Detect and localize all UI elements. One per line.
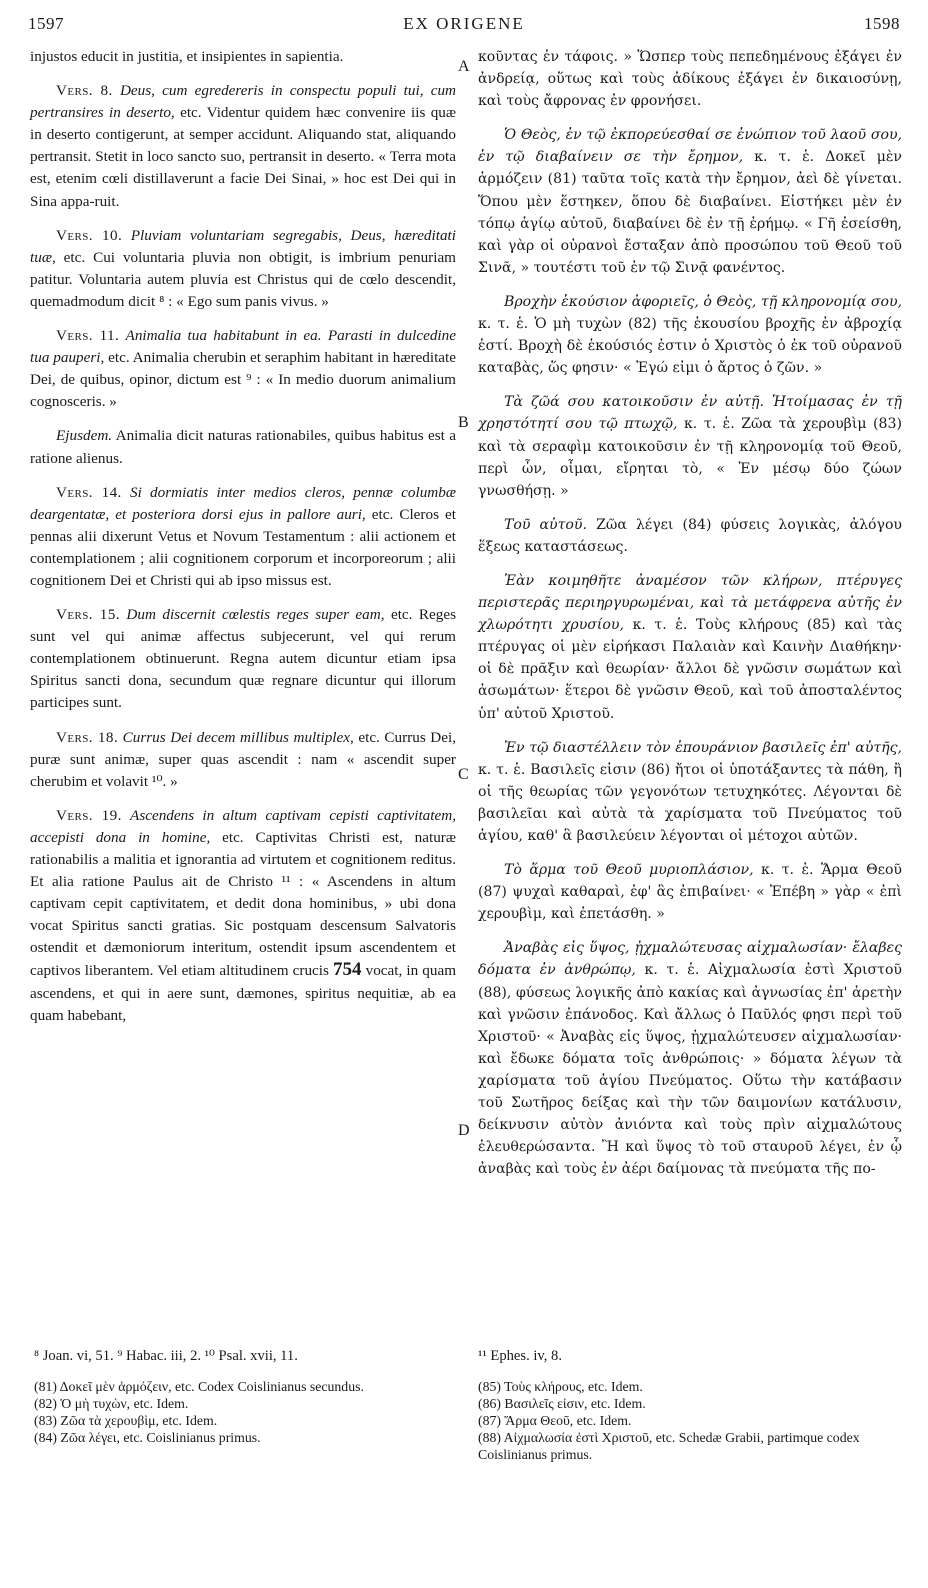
footnote-87: (87) Ἅρμα Θεοῦ, etc. Idem. (478, 1413, 632, 1428)
verse-lemma: Si dormiatis inter medios cleros, pennæ columbæ deargentatæ, et posteriora dorsi ejus in pallore auri, (30, 483, 456, 523)
column-number: 754 (333, 959, 362, 981)
paragraph-opening-greek: κοῦντας ἐν τάφοις. » Ὥσπερ τοὺς πεπεδημένους ἐξάγει ἐν ἀνδρείᾳ, οὕτως καὶ τοὺς ἀδίκους ἐξάγει ἐν δικαιοσύνῃ, καὶ τοὺς ἄφρονας ἐν φρονήσει. (478, 49, 902, 110)
greek-commentary: κ. τ. ἑ. Βασιλεῖς εἰσιν (86) ἤτοι οἱ ὑποτάξαντες τὰ πάθη, ἢ οἱ τῆς θεωρίας τῶν γεγονότων τετυχηκότες. Λέγονται δὲ βασιλεῖαι καὶ αὐτὰ τὰ χαρίσματα τοῦ Πνεύματος τοῦ ἁγίου, καθ' ἃ βασιλεύειν λέγονται οἱ μέτοχοι αὐτῶν. (478, 761, 902, 844)
verse-lemma: Animalia tua habitabunt in ea. Parasti in dulcedine tua pauperi, (30, 327, 456, 367)
verse-lemma: Deus, cum egredereris in conspectu populi tui, cum pertransires in deserto, (30, 82, 457, 122)
section-commentary: Animalia dicit naturas rationabiles, quibus habitus est a ratione alienus. (30, 427, 456, 467)
footnote-83: (83) Ζῶα τὰ χερουβὶμ, etc. Idem. (34, 1413, 218, 1428)
verse-label: Vers. 14. (56, 483, 122, 501)
verse-label: Vers. 18. (56, 728, 119, 746)
greek-commentary: Ζῶα λέγει (84) φύσεις λογικὰς, ἀλόγου ἕξεως καταστάσεως. (478, 516, 902, 555)
paragraph-greek-3 (478, 391, 902, 501)
critical-apparatus-right (478, 1378, 902, 1463)
margin-letter-a: A (458, 58, 470, 75)
verse-lemma: Pluviam voluntariam segregabis, Deus, hæreditati tuæ, (30, 226, 456, 266)
verse-commentary: etc. Videntur quidem hæc convenire iis quæ in deserto contigerunt, at semper accidunt. Aliquando stat, aliquando pertransit. Stetit in loco sancto suo, pertransit in deserto. « Terra mota est, etenim cœli distillaverunt a facie Dei Sinai, » hoc est Dei qui in Sina appa-ruit. (30, 104, 457, 210)
greek-lemma: Ἐν τῷ διαστέλλειν τὸν ἐπουράνιον βασιλεῖς ἐπ' αὐτῆς, (504, 739, 902, 756)
greek-commentary: κ. τ. ἑ. Αἰχμαλωσία ἐστὶ Χριστοῦ (88), φύσεως λογικῆς ἀπὸ κακίας καὶ ἀγνωσίας ἐπ' ἀρετὴν καὶ γνῶσιν ἐπάνοδος. Καὶ ἄλλως ὁ Παῦλός φησι περὶ τοῦ Χριστοῦ· « Ἀναβὰς εἰς ὕψος, ᾐχμαλώτευσεν αἰχμαλωσίαν· καὶ ἔδωκε δόματα τοῖς ἀνθρώποις· » δόματα λέγων τὰ χαρίσματα τοῦ ἁγίου Πνεύματος. Οὕτω τὴν κατάβασιν τοῦ Σωτῆρος δείξας καὶ τὴν τῶν δαιμονίων κατάλυσιν, δείκνυσιν αὐτὸν ἀνιόντα καὶ τοὺς πρὶν αἰχμαλώτους ἐλευθερώσαντα. Ἢ καὶ ὕψος τὸ τοῦ σταυροῦ λέγει, ἐν ᾧ ἀναβὰς καὶ τοὺς ἐν ἀέρι δαίμονας τὰ πνεύματα τῆς πο- (478, 962, 903, 1178)
paragraph-greek-4 (478, 514, 902, 558)
footnote-85: (85) Τοὺς κλήρους, etc. Idem. (478, 1379, 643, 1394)
footnotes-right (478, 1346, 902, 1463)
verse-commentary-cont: vocat, in quam ascendens, et qui in aere sunt, dæmones, spiritus nequitiæ, ab ea quam habebant, (30, 962, 457, 1024)
critical-apparatus-left (34, 1378, 454, 1446)
paragraph-vers-18 (30, 727, 456, 793)
footnote-81: (81) Δοκεῖ μὲν ἁρμόζειν, etc. Codex Coislinianus secundus. (34, 1379, 364, 1394)
paragraph-greek-8 (478, 937, 902, 1180)
page-number-left: 1597 (28, 14, 64, 33)
verse-lemma: Ascendens in altum captivam cepisti captivitatem, accepisti dona in homine, (30, 806, 456, 846)
verse-commentary: etc. Cui voluntaria pluvia non obtigit, is imbrium penuriam patitur. Voluntaria autem pluvia est Christus qui de cœlo descendit, quemadmodum dicit ⁸ : « Ego sum panis vivus. » (30, 248, 456, 310)
greek-lemma: Βροχὴν ἑκούσιον ἀφοριεῖς, ὁ Θεὸς, τῇ κληρονομίᾳ σου, (504, 293, 902, 310)
verse-label: Vers. 10. (56, 226, 123, 244)
verse-commentary: etc. Currus Dei, puræ sunt animæ, super quas ascendit : nam « ascendit super cherubim et volavit ¹⁰. » (30, 728, 457, 790)
paragraph-greek-5 (478, 570, 902, 725)
margin-letter-b: B (458, 414, 469, 431)
paragraph-vers-8 (30, 80, 456, 213)
paragraph-vers-14 (30, 482, 456, 592)
verse-label: Vers. 11. (56, 327, 120, 345)
footnote-88: (88) Αἰχμαλωσία ἐστὶ Χριστοῦ, etc. Schedæ Grabii, partimque codex Coislinianus primus. (478, 1430, 860, 1462)
verse-label: Vers. 8. (56, 82, 113, 100)
running-title: EX ORIGENE (403, 14, 525, 33)
greek-lemma: Ὁ Θεὸς, ἐν τῷ ἐκπορεύεσθαί σε ἐνώπιον τοῦ λαοῦ σου, ἐν τῷ διαβαίνειν σε τὴν ἔρημον, (478, 127, 902, 166)
verse-label: Vers. 15. (56, 606, 120, 624)
verse-commentary: etc. Reges sunt vel qui animæ affectus subjecerunt, vel qui rerum contemplationem obtinuerunt. Regna autem dicuntur etiam ipsa Spiritus sancti dona, secundum quæ regnare dicuntur qui illorum participes sunt. (30, 606, 457, 712)
paragraph-vers-10 (30, 225, 456, 313)
verse-lemma: Currus Dei decem millibus multiplex, (122, 728, 354, 746)
verse-commentary: etc. Cleros et pennas alii dixerunt Vetus et Novum Testamentum : alii actionem et contemplationem ; alii cognitionem corporum et incorporeorum ; alii cognitionem Dei et Christi qui ab ipso missus est. (30, 505, 456, 589)
greek-lemma: Ἀναβὰς εἰς ὕψος, ᾐχμαλώτευσας αἰχμαλωσίαν· ἔλαβες δόματα ἐν ἀνθρώπῳ, (478, 940, 902, 979)
greek-commentary: κ. τ. ἑ. Ἅρμα Θεοῦ (87) ψυχαὶ καθαραὶ, ἐφ' ἃς ἐπιβαίνει· « Ἐπέβη » γὰρ « ἐπὶ χερουβὶμ, καὶ ἐπετάσθη. » (478, 862, 903, 923)
greek-commentary: κ. τ. ἑ. Ὁ μὴ τυχὼν (82) τῆς ἑκουσίου βροχῆς ἐν ἀβροχίᾳ ἐστί. Βροχὴ δὲ ἑκούσιός ἐστιν ὁ Χριστὸς ὁ ἐκ τοῦ οὐρανοῦ καταβὰς, ὥς φησιν· « Ἐγώ εἰμι ὁ ἄρτος ὁ ζῶν. » (478, 316, 902, 377)
paragraph-vers-15 (30, 604, 456, 714)
verse-label: Vers. 19. (56, 806, 122, 824)
margin-letter-c: C (458, 766, 469, 783)
section-label: Ejusdem. (56, 427, 113, 445)
paragraph-vers-11 (30, 325, 456, 413)
footnote-82: (82) Ὁ μὴ τυχὼν, etc. Idem. (34, 1396, 189, 1411)
verse-commentary: etc. Captivitas Christi est, naturæ rationabilis a malitia et ignorantia ad virtutem et cognitionem reditus. Et alia ratione Paulus ait de Christo ¹¹ : « Ascendens in altum captivam cepit captivitatem, et dedit dona hominibus, » ubi dona vocat Spiritus sancti gratias. Sic postquam descensum Salvatoris ostendit et dæmoniorum interitum, ostendit ipsum ascendentem et captivos liberantem. Vel etiam altitudinem crucis (30, 828, 456, 980)
footnotes-left (34, 1346, 454, 1446)
verse-lemma: Dum discernit cœlestis reges super eam, (126, 606, 385, 624)
greek-column (478, 46, 902, 1192)
footnote-86: (86) Βασιλεῖς εἰσιν, etc. Idem. (478, 1396, 646, 1411)
greek-commentary: κ. τ. ἑ. Τοὺς κλήρους (85) καὶ τὰς πτέρυγας οἱ μὲν εἰρήκασι Παλαιὰν καὶ Καινὴν Διαθήκην· οἱ δὲ πρᾶξιν καὶ θεωρίαν· ἄλλοι δὲ γνῶσιν σωμάτων καὶ ἀσωμάτων· ἕτεροι δὲ γνῶσιν Θεοῦ, καὶ τοῦ ἀποσταλέντος ὑπ' αὐτοῦ Χριστοῦ. (478, 617, 903, 722)
paragraph-opening: injustos educit in justitia, et insipientes in sapientia. (30, 48, 344, 65)
paragraph-vers-19 (30, 805, 456, 1027)
greek-lemma: Τὸ ἅρμα τοῦ Θεοῦ μυριοπλάσιον, (504, 862, 754, 879)
margin-letter-d: D (458, 1122, 470, 1139)
greek-lemma: Ἐὰν κοιμηθῆτε ἀναμέσον τῶν κλήρων, πτέρυγες περιστερᾶς περιηργυρωμέναι, καὶ τὰ μετάφρενα αὐτῆς ἐν χλωρότητι χρυσίου, (478, 572, 902, 634)
page-header (28, 12, 900, 36)
greek-lemma: Τοῦ αὐτοῦ. (504, 516, 587, 533)
paragraph-greek-2 (478, 291, 902, 379)
scripture-references: ¹¹ Ephes. iv, 8. (478, 1348, 563, 1364)
paragraph-ejusdem (30, 425, 456, 469)
paragraph-greek-6 (478, 737, 902, 847)
footnote-84: (84) Ζῶα λέγει, etc. Coislinianus primus. (34, 1430, 261, 1445)
paragraph-greek-7 (478, 859, 902, 925)
greek-lemma: Τὰ ζῶά σου κατοικοῦσιν ἐν αὐτῇ. Ἡτοίμασας ἐν τῇ χρηστότητί σου τῷ πτωχῷ, (478, 394, 902, 433)
paragraph-greek-1 (478, 124, 902, 279)
greek-commentary: κ. τ. ἑ. Ζῶα τὰ χερουβὶμ (83) καὶ τὰ σεραφὶμ κατοικοῦσιν ἐν τῇ κληρονομίᾳ τοῦ Θεοῦ, περὶ ὧν, οἶμαι, εἴρηται τὸ, « Ἐν μέσῳ δύο ζώων γνωσθήσῃ. » (478, 416, 902, 499)
latin-column (30, 46, 456, 1039)
verse-commentary: etc. Animalia cherubin et seraphim habitant in hæreditate Dei, de quibus, opinor, dictum est ⁹ : « In medio duorum animalium cognosceris. » (30, 349, 457, 411)
scripture-references: ⁸ Joan. vi, 51. ⁹ Habac. iii, 2. ¹⁰ Psal. xvii, 11. (34, 1348, 298, 1364)
page-number-right: 1598 (864, 14, 900, 33)
greek-commentary: κ. τ. ἑ. Δοκεῖ μὲν ἁρμόζειν (81) ταῦτα τοῖς κατὰ τὴν ἔρημον, ἀεὶ δὲ γίνεται. Ὅπου μὲν ἕστηκεν, ὅπου δὲ διαβαίνει. Εἱστήκει μὲν ἐν τόπῳ ἁγίῳ αὐτοῦ, διαβαίνει δὲ ἐν τῇ ἐρήμῳ. « Γῆ ἐσείσθη, καὶ γὰρ οἱ οὐρανοὶ ἔσταξαν ἀπὸ προσώπου τοῦ Θεοῦ τοῦ Σινᾶ, » τουτέστι τοῦ ἐν τῷ Σινᾷ φανέντος. (478, 149, 902, 276)
